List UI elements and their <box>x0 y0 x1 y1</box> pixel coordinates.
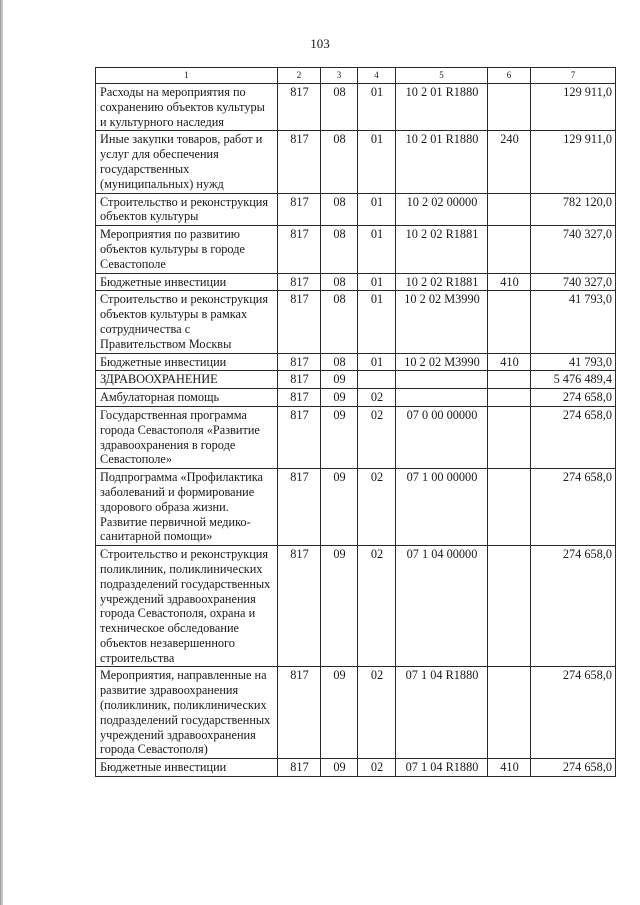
cell-row-name: Строительство и реконструкция поликлиник, поликлинических подразделений государственных учреждений здравоохранения города Севастополя, охрана и техническое обследование объектов незавершенного строительства <box>96 546 278 667</box>
cell-expense-type <box>488 291 531 353</box>
table-row <box>96 273 616 291</box>
cell-subsection-code: 02 <box>358 667 396 759</box>
table-body <box>96 84 616 777</box>
cell-target-article: 10 2 02 М3990 <box>396 353 488 371</box>
cell-expense-type <box>488 469 531 546</box>
cell-target-article: 10 2 01 R1880 <box>396 84 488 131</box>
cell-row-name: Строительство и реконструкция объектов культуры в рамках сотрудничества с Правительством Москвы <box>96 291 278 353</box>
cell-ministry-code: 817 <box>278 291 321 353</box>
column-header: 6 <box>488 68 531 84</box>
cell-subsection-code: 02 <box>358 389 396 407</box>
cell-target-article: 10 2 02 00000 <box>396 193 488 226</box>
cell-section-code: 09 <box>321 546 358 667</box>
cell-amount: 740 327,0 <box>531 273 616 291</box>
cell-expense-type: 410 <box>488 353 531 371</box>
cell-target-article: 10 2 02 R1881 <box>396 273 488 291</box>
cell-row-name: Государственная программа города Севастополя «Развитие здравоохранения в городе Севастополе» <box>96 406 278 468</box>
cell-row-name: Подпрограмма «Профилактика заболеваний и формирование здорового образа жизни. Развитие первичной медико-санитарной помощи» <box>96 469 278 546</box>
cell-section-code: 09 <box>321 667 358 759</box>
cell-ministry-code: 817 <box>278 84 321 131</box>
cell-expense-type <box>488 406 531 468</box>
column-header: 5 <box>396 68 488 84</box>
cell-expense-type: 410 <box>488 273 531 291</box>
cell-section-code: 08 <box>321 226 358 273</box>
cell-row-name: Строительство и реконструкция объектов культуры <box>96 193 278 226</box>
table-row <box>96 546 616 667</box>
cell-subsection-code: 01 <box>358 273 396 291</box>
column-header: 7 <box>531 68 616 84</box>
cell-expense-type <box>488 193 531 226</box>
table-row <box>96 291 616 353</box>
table-row <box>96 406 616 468</box>
table-row <box>96 193 616 226</box>
table-row <box>96 131 616 193</box>
cell-section-code: 08 <box>321 291 358 353</box>
cell-row-name: Расходы на мероприятия по сохранению объектов культуры и культурного наследия <box>96 84 278 131</box>
cell-section-code: 09 <box>321 469 358 546</box>
cell-section-code: 09 <box>321 371 358 389</box>
cell-expense-type <box>488 389 531 407</box>
page-number: 103 <box>310 36 330 51</box>
cell-amount: 41 793,0 <box>531 291 616 353</box>
cell-subsection-code <box>358 371 396 389</box>
cell-expense-type <box>488 546 531 667</box>
cell-amount: 274 658,0 <box>531 389 616 407</box>
cell-row-name: Мероприятия по развитию объектов культуры в городе Севастополе <box>96 226 278 273</box>
cell-expense-type: 410 <box>488 759 531 777</box>
cell-ministry-code: 817 <box>278 389 321 407</box>
column-header: 3 <box>321 68 358 84</box>
cell-expense-type <box>488 84 531 131</box>
cell-ministry-code: 817 <box>278 469 321 546</box>
cell-subsection-code: 01 <box>358 291 396 353</box>
cell-amount: 274 658,0 <box>531 759 616 777</box>
cell-target-article: 10 2 02 R1881 <box>396 226 488 273</box>
cell-section-code: 09 <box>321 389 358 407</box>
cell-target-article: 07 1 00 00000 <box>396 469 488 546</box>
cell-amount: 129 911,0 <box>531 131 616 193</box>
table-row <box>96 469 616 546</box>
cell-subsection-code: 01 <box>358 193 396 226</box>
cell-subsection-code: 01 <box>358 226 396 273</box>
cell-ministry-code: 817 <box>278 193 321 226</box>
cell-target-article: 10 2 02 М3990 <box>396 291 488 353</box>
cell-amount: 5 476 489,4 <box>531 371 616 389</box>
cell-subsection-code: 01 <box>358 131 396 193</box>
cell-ministry-code: 817 <box>278 546 321 667</box>
cell-expense-type: 240 <box>488 131 531 193</box>
table-row <box>96 353 616 371</box>
cell-amount: 782 120,0 <box>531 193 616 226</box>
cell-subsection-code: 01 <box>358 84 396 131</box>
cell-row-name: Бюджетные инвестиции <box>96 759 278 777</box>
cell-section-code: 09 <box>321 759 358 777</box>
cell-target-article: 07 1 04 R1880 <box>396 759 488 777</box>
cell-subsection-code: 02 <box>358 759 396 777</box>
cell-amount: 274 658,0 <box>531 667 616 759</box>
cell-ministry-code: 817 <box>278 226 321 273</box>
cell-ministry-code: 817 <box>278 131 321 193</box>
cell-row-name: Иные закупки товаров, работ и услуг для обеспечения государственных (муниципальных) нужд <box>96 131 278 193</box>
cell-row-name: Бюджетные инвестиции <box>96 273 278 291</box>
table-row <box>96 371 616 389</box>
cell-amount: 740 327,0 <box>531 226 616 273</box>
cell-row-name: Амбулаторная помощь <box>96 389 278 407</box>
cell-section-code: 08 <box>321 131 358 193</box>
column-header: 4 <box>358 68 396 84</box>
cell-row-name: Мероприятия, направленные на развитие здравоохранения (поликлиник, поликлинических подразделений государственных учреждений здравоохранения города Севастополя) <box>96 667 278 759</box>
cell-ministry-code: 817 <box>278 273 321 291</box>
column-header: 1 <box>96 68 278 84</box>
column-header: 2 <box>278 68 321 84</box>
cell-amount: 41 793,0 <box>531 353 616 371</box>
cell-section-code: 08 <box>321 84 358 131</box>
cell-amount: 274 658,0 <box>531 546 616 667</box>
scan-page-edge <box>0 0 3 905</box>
table-row <box>96 667 616 759</box>
cell-section-code: 08 <box>321 193 358 226</box>
cell-row-name: Бюджетные инвестиции <box>96 353 278 371</box>
cell-target-article <box>396 371 488 389</box>
cell-target-article <box>396 389 488 407</box>
cell-ministry-code: 817 <box>278 353 321 371</box>
table-header-row <box>96 68 616 84</box>
table-row <box>96 84 616 131</box>
cell-target-article: 07 1 04 R1880 <box>396 667 488 759</box>
cell-target-article: 07 1 04 00000 <box>396 546 488 667</box>
cell-subsection-code: 02 <box>358 469 396 546</box>
cell-subsection-code: 01 <box>358 353 396 371</box>
table-row <box>96 389 616 407</box>
cell-subsection-code: 02 <box>358 406 396 468</box>
cell-subsection-code: 02 <box>358 546 396 667</box>
cell-ministry-code: 817 <box>278 371 321 389</box>
cell-ministry-code: 817 <box>278 406 321 468</box>
cell-section-code: 08 <box>321 273 358 291</box>
cell-ministry-code: 817 <box>278 667 321 759</box>
table-row <box>96 759 616 777</box>
cell-expense-type <box>488 371 531 389</box>
cell-amount: 274 658,0 <box>531 406 616 468</box>
budget-table <box>95 67 616 777</box>
cell-ministry-code: 817 <box>278 759 321 777</box>
cell-section-code: 08 <box>321 353 358 371</box>
cell-target-article: 10 2 01 R1880 <box>396 131 488 193</box>
cell-expense-type <box>488 667 531 759</box>
cell-section-code: 09 <box>321 406 358 468</box>
table-row <box>96 226 616 273</box>
cell-amount: 129 911,0 <box>531 84 616 131</box>
cell-amount: 274 658,0 <box>531 469 616 546</box>
cell-row-name: ЗДРАВООХРАНЕНИЕ <box>96 371 278 389</box>
cell-expense-type <box>488 226 531 273</box>
cell-target-article: 07 0 00 00000 <box>396 406 488 468</box>
